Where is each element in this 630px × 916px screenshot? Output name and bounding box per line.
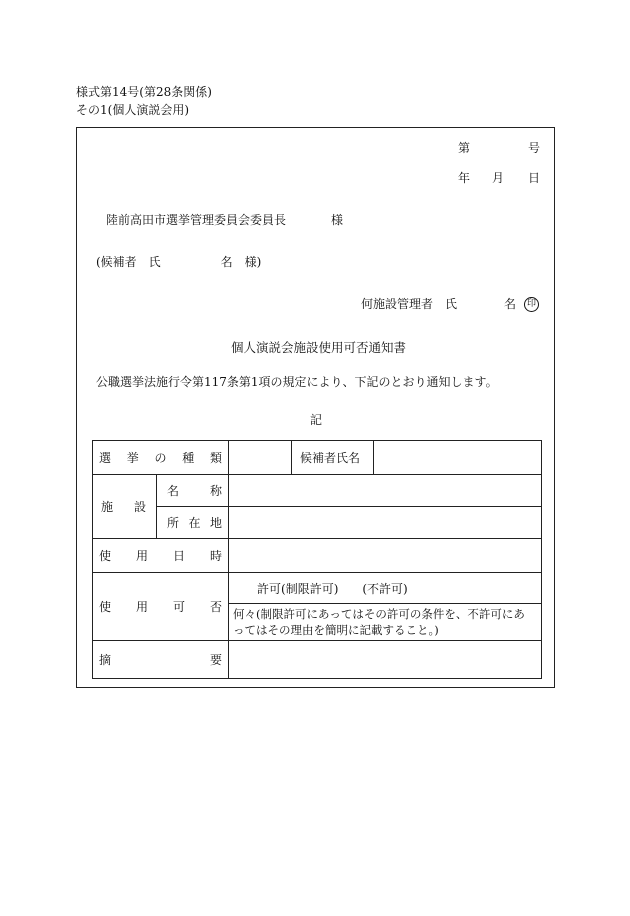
- body-text: 公職選挙法施行令第117条第1項の規定により、下記のとおり通知します。: [96, 375, 498, 389]
- candidate-line: (候補者 氏 名 様): [96, 255, 262, 269]
- permission-note-line-2: ってはその理由を簡明に記載すること。): [233, 623, 439, 637]
- seal-icon: 印: [524, 297, 539, 312]
- row-facility-name: [93, 475, 542, 507]
- doc-number-dai: 第: [458, 141, 471, 155]
- seal-mark: [524, 297, 539, 312]
- facility-name-label: 名 称: [157, 475, 229, 507]
- facility-location-value[interactable]: [229, 507, 542, 539]
- facility-name-value[interactable]: [229, 475, 542, 507]
- row-facility-location: [93, 507, 542, 539]
- permission-note: [229, 604, 542, 641]
- remarks-value[interactable]: [229, 641, 542, 679]
- facility-location-label: 所 在 地: [157, 507, 229, 539]
- election-type-value[interactable]: [229, 441, 292, 475]
- form-variant: その1(個人演説会用): [76, 103, 189, 117]
- ki-label: 記: [310, 413, 323, 427]
- usage-datetime-value[interactable]: [229, 539, 542, 573]
- row-remarks: [93, 641, 542, 679]
- form-number: 様式第14号(第28条関係): [76, 85, 212, 99]
- election-type-label: 選 挙 の 種 類: [93, 441, 229, 475]
- addressee-honorific: 様: [331, 213, 344, 227]
- permission-note-line-1: 何々(制限許可にあってはその許可の条件を、不許可にあ: [233, 607, 525, 621]
- manager-name-label: 名: [504, 297, 517, 311]
- permission-options[interactable]: 許可(制限許可) (不許可): [229, 573, 542, 604]
- row-election-type: [93, 441, 542, 475]
- addressee: 陸前高田市選挙管理委員会委員長: [106, 213, 287, 227]
- date-month: 月: [492, 171, 505, 185]
- date-year: 年: [458, 171, 471, 185]
- facility-label: 施 設: [93, 475, 157, 539]
- usage-permission-label: 使 用 可 否: [93, 573, 229, 641]
- row-usage-datetime: [93, 539, 542, 573]
- details-table: [92, 440, 542, 679]
- candidate-name-label: 候補者氏名: [292, 441, 374, 475]
- date-day: 日: [528, 171, 541, 185]
- doc-number-go: 号: [528, 141, 541, 155]
- manager-label: 何施設管理者 氏: [361, 297, 458, 311]
- remarks-label: 摘 要: [93, 641, 229, 679]
- document-title: 個人演説会施設使用可否通知書: [231, 340, 407, 355]
- candidate-name-value[interactable]: [374, 441, 542, 475]
- usage-datetime-label: 使 用 日 時: [93, 539, 229, 573]
- row-usage-permission-options: [93, 573, 542, 604]
